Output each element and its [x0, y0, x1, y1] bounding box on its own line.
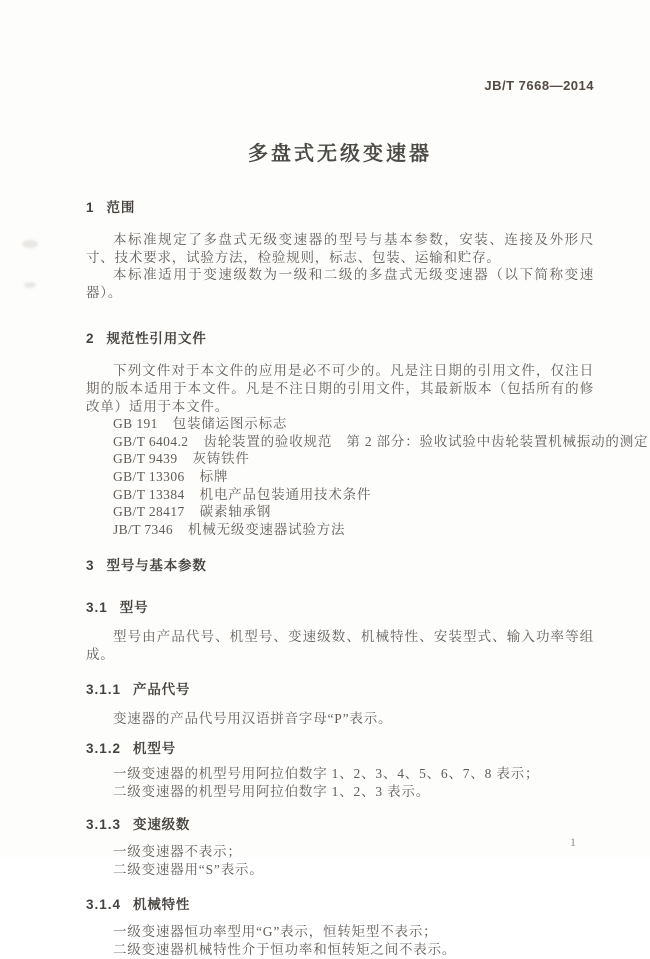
section-3-heading: [86, 554, 594, 574]
section-3-1-2-line-2: 二级变速器的机型号用阿拉伯数字 1、2、3 表示。: [113, 784, 430, 799]
scan-artifact: [24, 282, 36, 288]
section-3-1-1-title: 产品代号: [133, 681, 191, 697]
section-3-1-4-number: 3.1.4: [86, 896, 122, 912]
section-3-number: 3: [86, 558, 95, 574]
reference-item: [86, 415, 594, 433]
section-3-1-3-number: 3.1.3: [86, 816, 122, 832]
standard-code: JB/T 7668—2014: [484, 78, 594, 93]
section-1-number: 1: [86, 200, 95, 215]
section-3-1-1-heading: [86, 678, 594, 698]
section-3-1-4-heading: [86, 893, 594, 913]
reference-code: GB/T 9439: [113, 451, 178, 467]
reference-code: GB/T 28417: [113, 504, 185, 520]
reference-code: GB/T 6404.2: [113, 433, 189, 449]
section-3-title: 型号与基本参数: [106, 558, 207, 574]
section-3-1-1-paragraph: 变速器的产品代号用汉语拼音字母“P”表示。: [113, 710, 393, 726]
reference-item: [86, 433, 649, 451]
reference-title: 包装储运图示标志: [172, 416, 288, 432]
section-2-title: 规范性引用文件: [106, 331, 207, 347]
section-3-1-number: 3.1: [86, 600, 108, 616]
reference-item: [86, 521, 594, 539]
section-2-heading: [86, 327, 594, 347]
section-3-1-3-heading: [86, 813, 594, 833]
reference-title: 机电产品包装通用技术条件: [199, 486, 372, 502]
section-3-1-4-title: 机械特性: [133, 896, 191, 912]
reference-title: 齿轮装置的验收规范 第 2 部分：验收试验中齿轮装置机械振动的测定: [203, 433, 649, 449]
reference-item: [86, 450, 594, 468]
section-3-1-2-body: [86, 765, 594, 801]
section-2-intro: 下列文件对于本文件的应用是必不可少的。凡是注日期的引用文件，仅注日期的版本适用于本文件。凡是不注日期的引用文件，其最新版本（包括所有的修改单）适用于本文件。: [86, 363, 594, 414]
reference-code: GB/T 13384: [113, 486, 185, 502]
reference-code: GB 191: [113, 416, 158, 432]
reference-title: 标牌: [199, 468, 229, 484]
section-3-1-4-line-1: 一级变速器恒功率型用“G”表示，恒转矩型不表示；: [113, 923, 438, 939]
section-3-1-4-body: [86, 923, 594, 959]
reference-title: 机械无级变速器试验方法: [188, 521, 346, 537]
section-3-1-title: 型号: [119, 600, 149, 616]
reference-code: JB/T 7346: [113, 521, 173, 537]
section-3-1-3-line-2: 二级变速器用“S”表示。: [113, 861, 264, 877]
section-1-paragraph-2: 本标准适用于变速级数为一级和二级的多盘式无级变速器（以下简称变速器）。: [86, 267, 594, 300]
scan-artifact: [22, 240, 38, 248]
section-3-1-heading: [86, 596, 594, 616]
section-2-number: 2: [86, 331, 95, 347]
section-3-1-3-line-1: 一级变速器不表示；: [113, 843, 242, 859]
section-3-1-2-title: 机型号: [133, 741, 176, 757]
reference-item: [86, 503, 594, 521]
section-3-1-4-line-2: 二级变速器机械特性介于恒功率和恒转矩之间不表示。: [113, 941, 457, 957]
section-3-1-2-line-1: 一级变速器的机型号用阿拉伯数字 1、2、3、4、5、6、7、8 表示；: [113, 766, 540, 782]
reference-title: 碳素轴承钢: [199, 504, 272, 520]
page-title: 多盘式无级变速器: [248, 143, 432, 165]
section-3-1-2-heading: [86, 737, 594, 757]
section-1-title: 范围: [106, 200, 136, 215]
reference-item: [86, 486, 594, 504]
section-3-1-3-body: [86, 843, 594, 879]
reference-title: 灰铸铁件: [192, 451, 250, 467]
section-3-1-1-number: 3.1.1: [86, 681, 122, 697]
reference-code: GB/T 13306: [113, 468, 185, 484]
reference-list: [86, 415, 649, 538]
page-number: 1: [570, 835, 576, 849]
section-3-1-paragraph: 型号由产品代号、机型号、变速级数、机械特性、安装型式、输入功率等组成。: [86, 629, 594, 662]
reference-item: [86, 468, 594, 486]
section-3-1-2-number: 3.1.2: [86, 741, 122, 757]
section-1-paragraph-1: 本标准规定了多盘式无级变速器的型号与基本参数，安装、连接及外形尺寸、技术要求，试验方法，检验规则，标志、包装、运输和贮存。: [86, 232, 594, 265]
section-1-heading: [86, 196, 594, 216]
section-3-1-3-title: 变速级数: [133, 816, 191, 832]
